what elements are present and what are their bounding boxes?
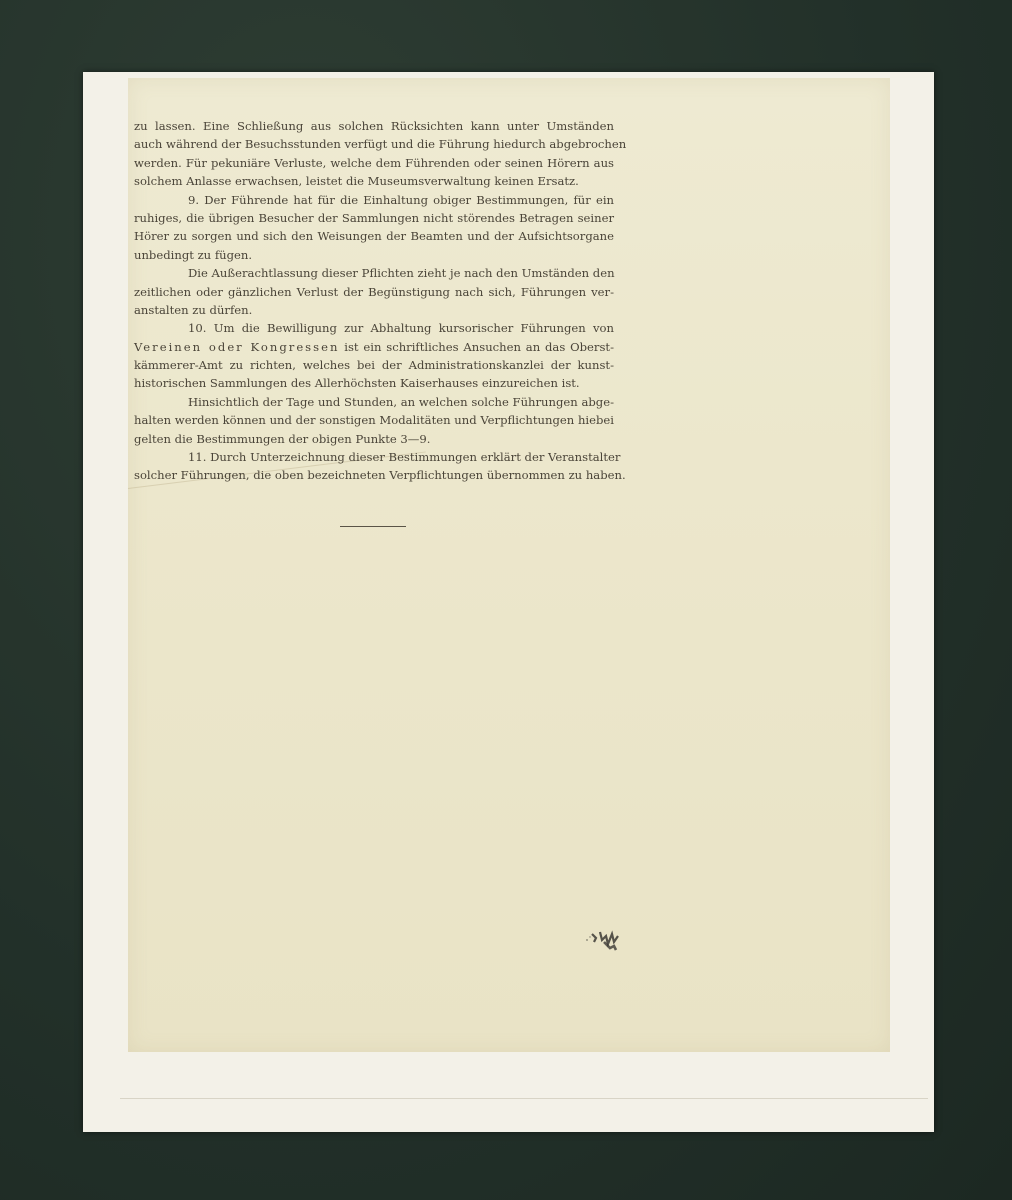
text-line: anstalten zu dürfen. — [134, 302, 253, 317]
closing-rule — [340, 526, 406, 527]
text-line: halten werden können und der sonstigen Modalitäten und Verpflichtungen hiebei — [134, 413, 614, 428]
ink-smudge-mark — [584, 928, 624, 952]
text-line: kämmerer-Amt zu richten, welches bei der Administrationskanzlei der kunst- — [134, 358, 614, 373]
text-line: gelten die Bestimmungen der obigen Punkte 3—9. — [134, 431, 431, 446]
text-line: zeitlichen oder gänzlichen Verlust der Begünstigung nach sich, Führungen ver- — [134, 284, 614, 299]
text-line: Die Außerachtlassung dieser Pflichten zieht je nach den Umständen den — [188, 266, 615, 281]
text-line: werden. Für pekuniäre Verluste, welche dem Führenden oder seinen Hörern aus — [134, 155, 614, 170]
text-line: zu lassen. Eine Schließung aus solchen Rücksichten kann unter Umständen — [134, 119, 614, 133]
text-line: 11. Durch Unterzeichnung dieser Bestimmungen erklärt der Veranstalter — [188, 450, 621, 465]
text-line: historischen Sammlungen des Allerhöchsten Kaiserhauses einzureichen ist. — [134, 376, 580, 391]
text-line: unbedingt zu fügen. — [134, 247, 253, 262]
text-line: Vereinen oder Kongressen ist ein schriftliches Ansuchen an das Oberst- — [134, 339, 614, 354]
text-line: auch während der Besuchsstunden verfügt und die Führung hiedurch abgebrochen — [134, 137, 627, 152]
text-line: 10. Um die Bewilligung zur Abhaltung kursorischer Führungen von — [188, 321, 614, 336]
text-line: 9. Der Führende hat für die Einhaltung obiger Bestimmungen, für ein — [188, 192, 614, 207]
spaced-emphasis: Vereinen oder Kongressen — [134, 339, 340, 354]
text-line: solcher Führungen, die oben bezeichneten Verpflichtungen übernommen zu haben. — [134, 468, 626, 483]
text-line: Hörer zu sorgen und sich den Weisungen der Beamten und der Aufsichtsorgane — [134, 229, 614, 244]
text-line: ruhiges, die übrigen Besucher der Sammlungen nicht störendes Betragen seiner — [134, 210, 614, 225]
mount-edge-line — [120, 1098, 928, 1099]
document-text — [134, 117, 627, 485]
text-line: solchem Anlasse erwachsen, leistet die Museumsverwaltung keinen Ersatz. — [134, 174, 579, 189]
text-line: Hinsichtlich der Tage und Stunden, an welchen solche Führungen abge- — [188, 394, 614, 409]
